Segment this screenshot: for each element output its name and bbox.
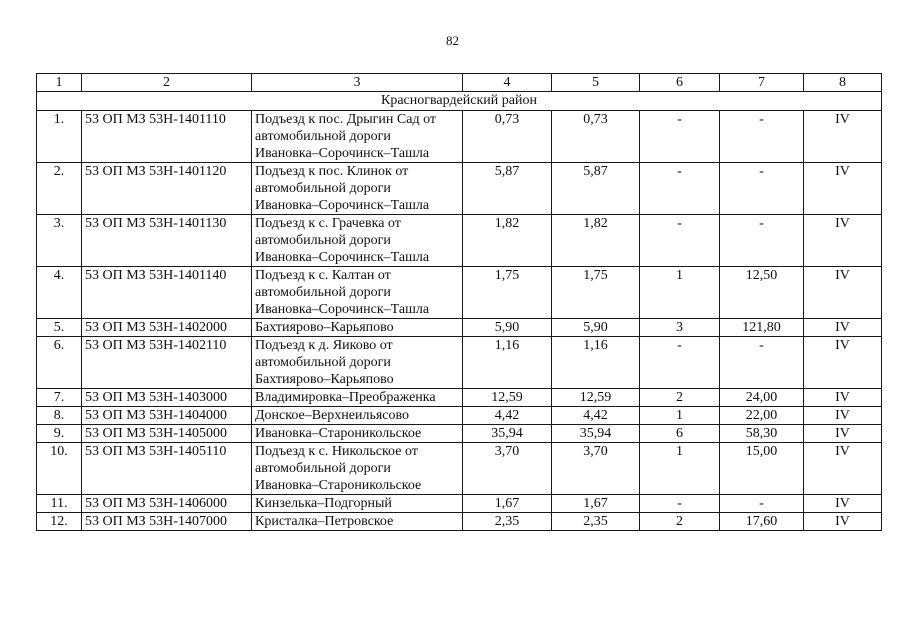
col8-value: IV: [804, 443, 882, 495]
road-name-line: Подъезд к с. Грачевка от: [255, 216, 401, 231]
table-row: [37, 389, 882, 407]
col4-value: 12,59: [463, 389, 552, 407]
row-number: 12.: [37, 513, 82, 531]
road-name-line: Подъезд к пос. Клинок от: [255, 164, 409, 179]
table-row: [37, 163, 882, 215]
table-row: [37, 425, 882, 443]
col7-value: 24,00: [720, 389, 804, 407]
col6-value: 2: [640, 389, 720, 407]
col5-value: 12,59: [552, 389, 640, 407]
road-name-line: Кристалка–Петровское: [255, 514, 394, 529]
road-code: 53 ОП МЗ 53Н-1401130: [82, 215, 252, 267]
col6-value: -: [640, 337, 720, 389]
col8-value: IV: [804, 163, 882, 215]
row-number: 11.: [37, 495, 82, 513]
col7-value: 121,80: [720, 319, 804, 337]
road-name: [252, 495, 463, 513]
table-row: [37, 495, 882, 513]
col4-value: 1,75: [463, 267, 552, 319]
road-name-line: Бахтиярово–Карьяпово: [255, 320, 394, 335]
col6-value: -: [640, 215, 720, 267]
row-number: 9.: [37, 425, 82, 443]
col7-value: 22,00: [720, 407, 804, 425]
road-name-line: Ивановка–Староникольское: [255, 426, 422, 441]
table-row: [37, 337, 882, 389]
col8-value: IV: [804, 389, 882, 407]
road-name-line: автомобильной дороги: [255, 461, 391, 476]
road-name-line: автомобильной дороги: [255, 129, 391, 144]
row-number: 2.: [37, 163, 82, 215]
col4-value: 35,94: [463, 425, 552, 443]
road-name-line: Ивановка–Сорочинск–Ташла: [255, 250, 430, 265]
road-code: 53 ОП МЗ 53Н-1405110: [82, 443, 252, 495]
col8-value: IV: [804, 513, 882, 531]
road-name: [252, 389, 463, 407]
col5-value: 4,42: [552, 407, 640, 425]
road-name-line: Подъезд к с. Калтан от: [255, 268, 391, 283]
road-name: [252, 111, 463, 163]
table-row: [37, 443, 882, 495]
col8-value: IV: [804, 495, 882, 513]
col6-value: 1: [640, 267, 720, 319]
col5-value: 1,16: [552, 337, 640, 389]
road-code: 53 ОП МЗ 53Н-1405000: [82, 425, 252, 443]
col6-value: -: [640, 111, 720, 163]
col7-value: -: [720, 163, 804, 215]
road-name: [252, 443, 463, 495]
table-row: [37, 215, 882, 267]
road-code: 53 ОП МЗ 53Н-1403000: [82, 389, 252, 407]
table-row: [37, 513, 882, 531]
col6-value: 3: [640, 319, 720, 337]
road-name: [252, 319, 463, 337]
row-number: 8.: [37, 407, 82, 425]
column-header: 5: [552, 74, 640, 92]
col5-value: 1,75: [552, 267, 640, 319]
road-name-line: автомобильной дороги: [255, 285, 391, 300]
col8-value: IV: [804, 319, 882, 337]
col4-value: 0,73: [463, 111, 552, 163]
col7-value: -: [720, 111, 804, 163]
col4-value: 1,67: [463, 495, 552, 513]
column-header: 8: [804, 74, 882, 92]
road-name-line: Владимировка–Преображенка: [255, 390, 436, 405]
col8-value: IV: [804, 407, 882, 425]
road-code: 53 ОП МЗ 53Н-1401140: [82, 267, 252, 319]
col5-value: 3,70: [552, 443, 640, 495]
road-name-line: автомобильной дороги: [255, 355, 391, 370]
col7-value: 15,00: [720, 443, 804, 495]
road-name-line: автомобильной дороги: [255, 181, 391, 196]
road-code: 53 ОП МЗ 53Н-1404000: [82, 407, 252, 425]
row-number: 5.: [37, 319, 82, 337]
col5-value: 1,82: [552, 215, 640, 267]
road-name-line: автомобильной дороги: [255, 233, 391, 248]
roads-table: [36, 73, 882, 531]
col8-value: IV: [804, 267, 882, 319]
col7-value: 17,60: [720, 513, 804, 531]
row-number: 3.: [37, 215, 82, 267]
row-number: 7.: [37, 389, 82, 407]
column-header: 2: [82, 74, 252, 92]
district-name: Красногвардейский район: [37, 92, 882, 111]
col8-value: IV: [804, 111, 882, 163]
district-row: [37, 92, 882, 111]
header-row: [37, 74, 882, 92]
column-header: 7: [720, 74, 804, 92]
row-number: 6.: [37, 337, 82, 389]
road-name: [252, 267, 463, 319]
col8-value: IV: [804, 425, 882, 443]
col4-value: 5,87: [463, 163, 552, 215]
col4-value: 1,16: [463, 337, 552, 389]
road-name: [252, 163, 463, 215]
column-header: 6: [640, 74, 720, 92]
col4-value: 5,90: [463, 319, 552, 337]
col4-value: 1,82: [463, 215, 552, 267]
col6-value: 1: [640, 443, 720, 495]
road-name-line: Подъезд к д. Яиково от: [255, 338, 393, 353]
road-name-line: Ивановка–Сорочинск–Ташла: [255, 198, 430, 213]
col5-value: 5,87: [552, 163, 640, 215]
road-name-line: Ивановка–Сорочинск–Ташла: [255, 302, 430, 317]
road-name: [252, 513, 463, 531]
row-number: 10.: [37, 443, 82, 495]
road-code: 53 ОП МЗ 53Н-1401120: [82, 163, 252, 215]
road-name-line: Кинзелька–Подгорный: [255, 496, 392, 511]
row-number: 1.: [37, 111, 82, 163]
col4-value: 4,42: [463, 407, 552, 425]
road-code: 53 ОП МЗ 53Н-1406000: [82, 495, 252, 513]
col5-value: 1,67: [552, 495, 640, 513]
road-name-line: Ивановка–Сорочинск–Ташла: [255, 146, 430, 161]
col5-value: 5,90: [552, 319, 640, 337]
col4-value: 2,35: [463, 513, 552, 531]
table-row: [37, 319, 882, 337]
column-header: 1: [37, 74, 82, 92]
col8-value: IV: [804, 337, 882, 389]
col6-value: 2: [640, 513, 720, 531]
road-code: 53 ОП МЗ 53Н-1402110: [82, 337, 252, 389]
col6-value: 6: [640, 425, 720, 443]
road-name: [252, 407, 463, 425]
road-name-line: Бахтиярово–Карьяпово: [255, 372, 394, 387]
road-name-line: Подъезд к с. Никольское от: [255, 444, 418, 459]
table-body: [37, 74, 882, 531]
col5-value: 0,73: [552, 111, 640, 163]
col8-value: IV: [804, 215, 882, 267]
table-row: [37, 407, 882, 425]
col5-value: 2,35: [552, 513, 640, 531]
road-code: 53 ОП МЗ 53Н-1402000: [82, 319, 252, 337]
road-name: [252, 215, 463, 267]
col7-value: 58,30: [720, 425, 804, 443]
road-name-line: Донское–Верхнеильясово: [255, 408, 410, 423]
road-name-line: Подъезд к пос. Дрыгин Сад от: [255, 112, 437, 127]
col5-value: 35,94: [552, 425, 640, 443]
road-name-line: Ивановка–Староникольское: [255, 478, 422, 493]
col7-value: -: [720, 215, 804, 267]
road-name: [252, 425, 463, 443]
table-row: [37, 111, 882, 163]
col7-value: 12,50: [720, 267, 804, 319]
road-name: [252, 337, 463, 389]
col4-value: 3,70: [463, 443, 552, 495]
col7-value: -: [720, 337, 804, 389]
col6-value: -: [640, 163, 720, 215]
col7-value: -: [720, 495, 804, 513]
col6-value: -: [640, 495, 720, 513]
table-row: [37, 267, 882, 319]
col6-value: 1: [640, 407, 720, 425]
page-number: 82: [446, 33, 459, 48]
column-header: 4: [463, 74, 552, 92]
road-code: 53 ОП МЗ 53Н-1401110: [82, 111, 252, 163]
column-header: 3: [252, 74, 463, 92]
row-number: 4.: [37, 267, 82, 319]
road-code: 53 ОП МЗ 53Н-1407000: [82, 513, 252, 531]
